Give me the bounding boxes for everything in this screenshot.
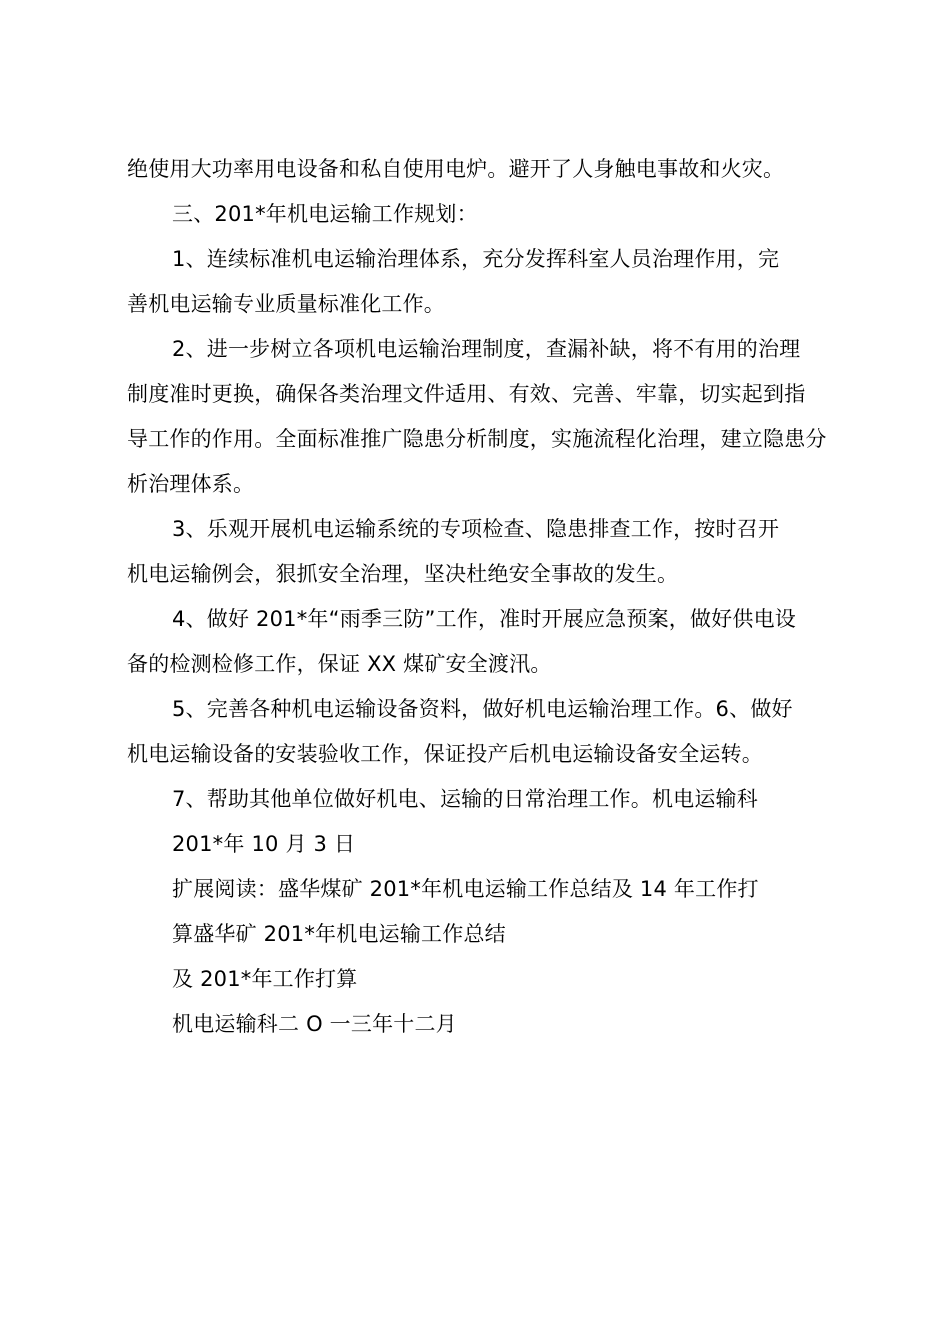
- paragraph-line: 7、帮助其他单位做好机电、运输的日常治理工作。机电运输科: [172, 787, 758, 811]
- paragraph-line: 善机电运输专业质量标准化工作。: [127, 292, 445, 316]
- paragraph-line: 制度准时更换，确保各类治理文件适用、有效、完善、牢靠，切实起到指: [127, 382, 806, 406]
- paragraph-line: 机电运输设备的安装验收工作，保证投产后机电运输设备安全运转。: [127, 742, 763, 766]
- paragraph-line: 3、乐观开展机电运输系统的专项检查、隐患排查工作，按时召开: [172, 517, 780, 541]
- paragraph-line: 5、完善各种机电运输设备资料，做好机电运输治理工作。6、做好: [172, 697, 793, 721]
- paragraph-line: 备的检测检修工作，保证 XX 煤矿安全渡汛。: [127, 652, 552, 676]
- date-line: 201*年 10 月 3 日: [172, 832, 356, 856]
- paragraph-line: 扩展阅读：盛华煤矿 201*年机电运输工作总结及 14 年工作打: [172, 877, 759, 901]
- section-heading: 三、201*年机电运输工作规划：: [172, 202, 478, 226]
- paragraph-line: 1、连续标准机电运输治理体系，充分发挥科室人员治理作用，完: [172, 247, 780, 271]
- paragraph-line: 4、做好 201*年“雨季三防”工作，准时开展应急预案，做好供电设: [172, 607, 796, 631]
- paragraph-line: 及 201*年工作打算: [172, 967, 358, 991]
- paragraph-line: 机电运输例会，狠抓安全治理，坚决杜绝安全事故的发生。: [127, 562, 679, 586]
- paragraph-line: 2、进一步树立各项机电运输治理制度，查漏补缺，将不有用的治理: [172, 337, 801, 361]
- paragraph-line: 绝使用大功率用电设备和私自使用电炉。避开了人身触电事故和火灾。: [127, 157, 785, 181]
- signature-line: 机电运输科二 O 一三年十二月: [172, 1012, 457, 1036]
- paragraph-line: 析治理体系。: [127, 472, 255, 496]
- paragraph-line: 导工作的作用。全面标准推广隐患分析制度，实施流程化治理，建立隐患分: [127, 427, 827, 451]
- paragraph-line: 算盛华矿 201*年机电运输工作总结: [172, 922, 506, 946]
